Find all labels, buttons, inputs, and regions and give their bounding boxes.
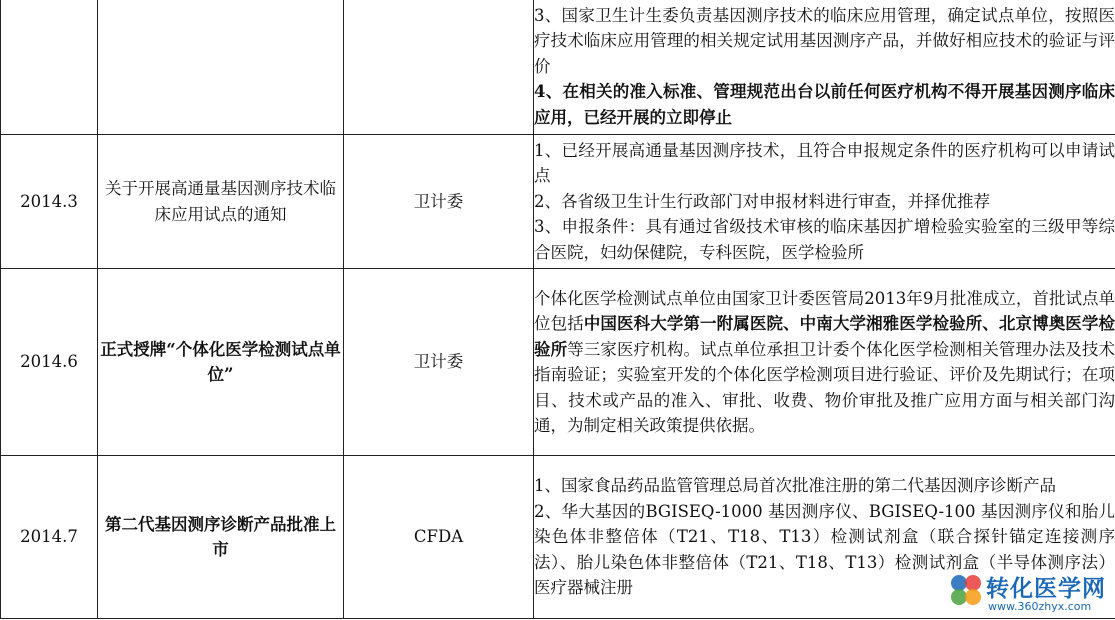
watermark-logo-icon: [948, 572, 984, 608]
content-paragraph: 3、申报条件：具有通过省级技术审核的临床基因扩增检验实验室的三级甲等综合医院，妇幼保健院，专科医院，医学检验所: [534, 217, 1115, 262]
date-cell: [1, 0, 98, 135]
content-cell: [534, 0, 1115, 135]
agency-cell: 卫计委: [344, 269, 534, 456]
content-text: 个体化医学检测试点单位由国家卫计委医管局2013年9月批准成立，首批试点单位包括: [534, 288, 1115, 333]
content-text: 等三家医疗机构。试点单位承担卫计委个体化医学检测相关管理办法及技术指南验证；实验室开发的个体化医学检测项目进行验证、评价及先期试行；在项目、技术或产品的准入、审批、收费、物价审批及推广应用方面与相关部门沟通，为制定相关政策提供依据。: [534, 339, 1115, 435]
content-paragraph: 1、已经开展高通量基因测序技术，且符合申报规定条件的医疗机构可以申请试点: [534, 140, 1115, 186]
watermark-name: 转化医学网: [986, 576, 1106, 602]
table-row: [1, 269, 1115, 456]
content-paragraph-bold: 4、在相关的准入标准、管理规范出台以前任何医疗机构不得开展基因测序临床应用，已经开展的立即停止: [534, 82, 1115, 127]
content-paragraph: 2、华大基因的BGISEQ-1000 基因测序仪、BGISEQ-100 基因测序仪和胎儿染色体非整倍体（T21、T18、T13）检测试剂盒（联合探针锚定连接测序法）、胎儿染色体非整倍体（T21、T18、T13）检测试剂盒（半导体测序法）医疗器械注册: [534, 501, 1115, 598]
table-row: [1, 135, 1115, 269]
content-paragraph: 3、国家卫生计生委负责基因测序技术的临床应用管理，确定试点单位，按照医疗技术临床应用管理的相关规定试用基因测序产品，并做好相应技术的验证与评价: [534, 5, 1115, 76]
date-cell: 2014.7: [1, 456, 98, 619]
policy-title-cell: 关于开展高通量基因测序技术临床应用试点的通知: [98, 135, 344, 269]
content-cell: [534, 135, 1115, 269]
policy-title-cell: 正式授牌“个体化医学检测试点单位”: [98, 269, 344, 456]
site-watermark: [948, 570, 1114, 620]
policy-title-cell: [98, 0, 344, 135]
table-row: [1, 0, 1115, 135]
date-cell: 2014.3: [1, 135, 98, 269]
agency-cell: 卫计委: [344, 135, 534, 269]
content-paragraph: 2、各省级卫生计生行政部门对申报材料进行审查，并择优推荐: [534, 191, 990, 211]
content-paragraph: 1、国家食品药品监管管理总局首次批准注册的第二代基因测序诊断产品: [534, 476, 1056, 496]
policy-title-cell: 第二代基因测序诊断产品批准上市: [98, 456, 344, 619]
agency-cell: CFDA: [344, 456, 534, 619]
date-cell: 2014.6: [1, 269, 98, 456]
content-highlight: 中国医科大学第一附属医院、中南大学湘雅医学检验所、北京博奥医学检验所: [534, 314, 1115, 359]
content-cell: [534, 269, 1115, 456]
agency-cell: [344, 0, 534, 135]
watermark-url: www.360zhyx.com: [988, 600, 1092, 613]
